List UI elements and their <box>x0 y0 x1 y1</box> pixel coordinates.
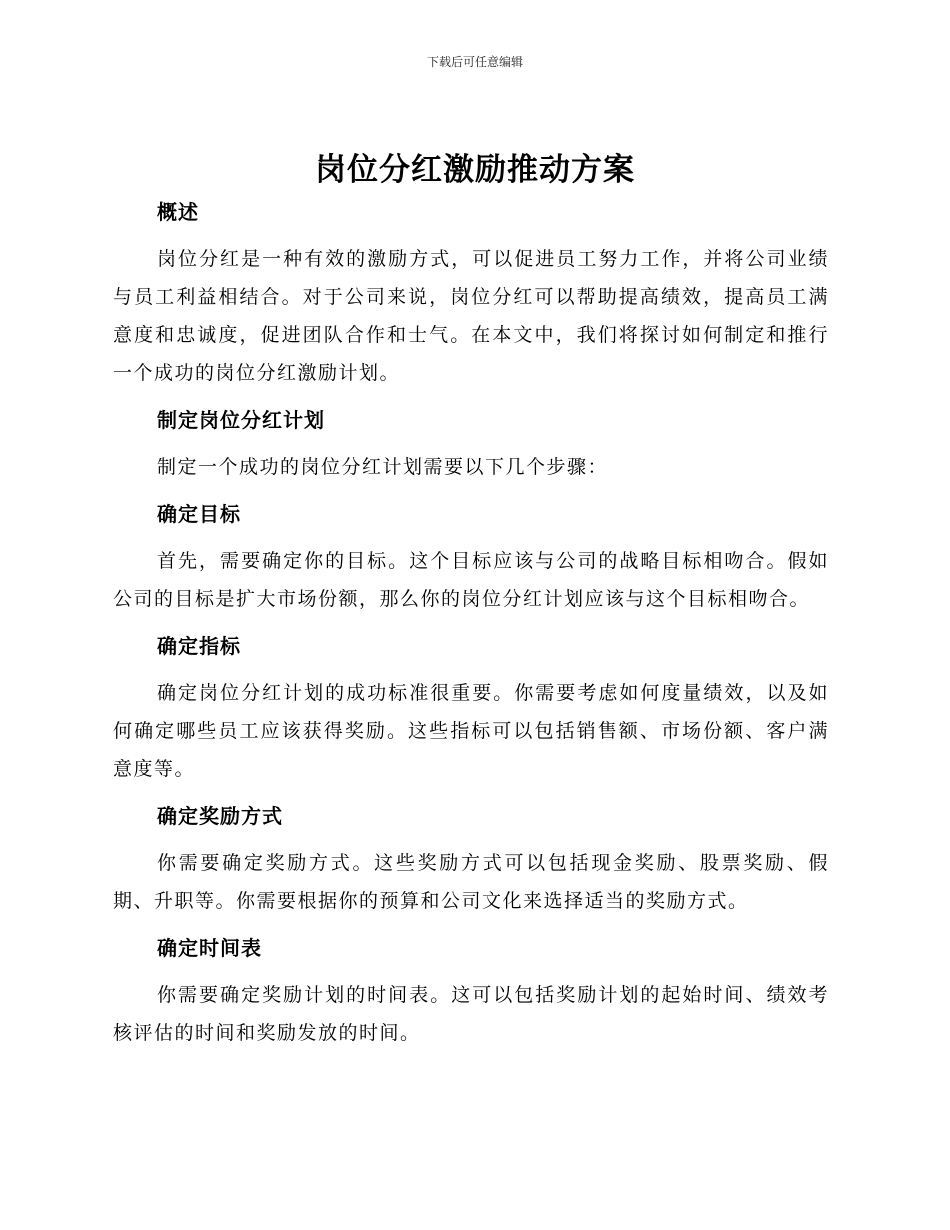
section-timeline <box>113 929 829 1052</box>
section-heading: 确定指标 <box>157 634 241 658</box>
section-goal <box>113 495 829 618</box>
section-plan <box>113 401 829 486</box>
section-heading: 制定岗位分红计划 <box>157 408 325 432</box>
section-heading: 确定奖励方式 <box>157 804 283 828</box>
section-overview <box>113 193 829 392</box>
section-paragraph: 岗位分红是一种有效的激励方式，可以促进员工努力工作，并将公司业绩与员工利益相结合。对于公司来说，岗位分红可以帮助提高绩效，提高员工满意度和忠诚度，促进团队合作和士气。在本文中，我们将探讨如何制定和推行一个成功的岗位分红激励计划。 <box>113 248 829 384</box>
document-body <box>113 193 829 1052</box>
section-paragraph: 首先，需要确定你的目标。这个目标应该与公司的战略目标相吻合。假如公司的目标是扩大市场份额，那么你的岗位分红计划应该与这个目标相吻合。 <box>113 550 829 610</box>
section-paragraph: 你需要确定奖励计划的时间表。这可以包括奖励计划的起始时间、绩效考核评估的时间和奖励发放的时间。 <box>113 984 829 1044</box>
section-reward-method <box>113 797 829 920</box>
section-heading: 确定目标 <box>157 502 241 526</box>
section-heading: 概述 <box>157 200 199 224</box>
section-paragraph: 你需要确定奖励方式。这些奖励方式可以包括现金奖励、股票奖励、假期、升职等。你需要根据你的预算和公司文化来选择适当的奖励方式。 <box>113 852 829 912</box>
page-header: 下载后可任意编辑 <box>426 55 523 69</box>
section-paragraph: 制定一个成功的岗位分红计划需要以下几个步骤： <box>157 456 609 478</box>
section-metrics <box>113 627 829 788</box>
section-heading: 确定时间表 <box>157 936 262 960</box>
section-paragraph: 确定岗位分红计划的成功标准很重要。你需要考虑如何度量绩效，以及如何确定哪些员工应该获得奖励。这些指标可以包括销售额、市场份额、客户满意度等。 <box>113 682 829 780</box>
document-title: 岗位分红激励推动方案 <box>315 152 635 188</box>
